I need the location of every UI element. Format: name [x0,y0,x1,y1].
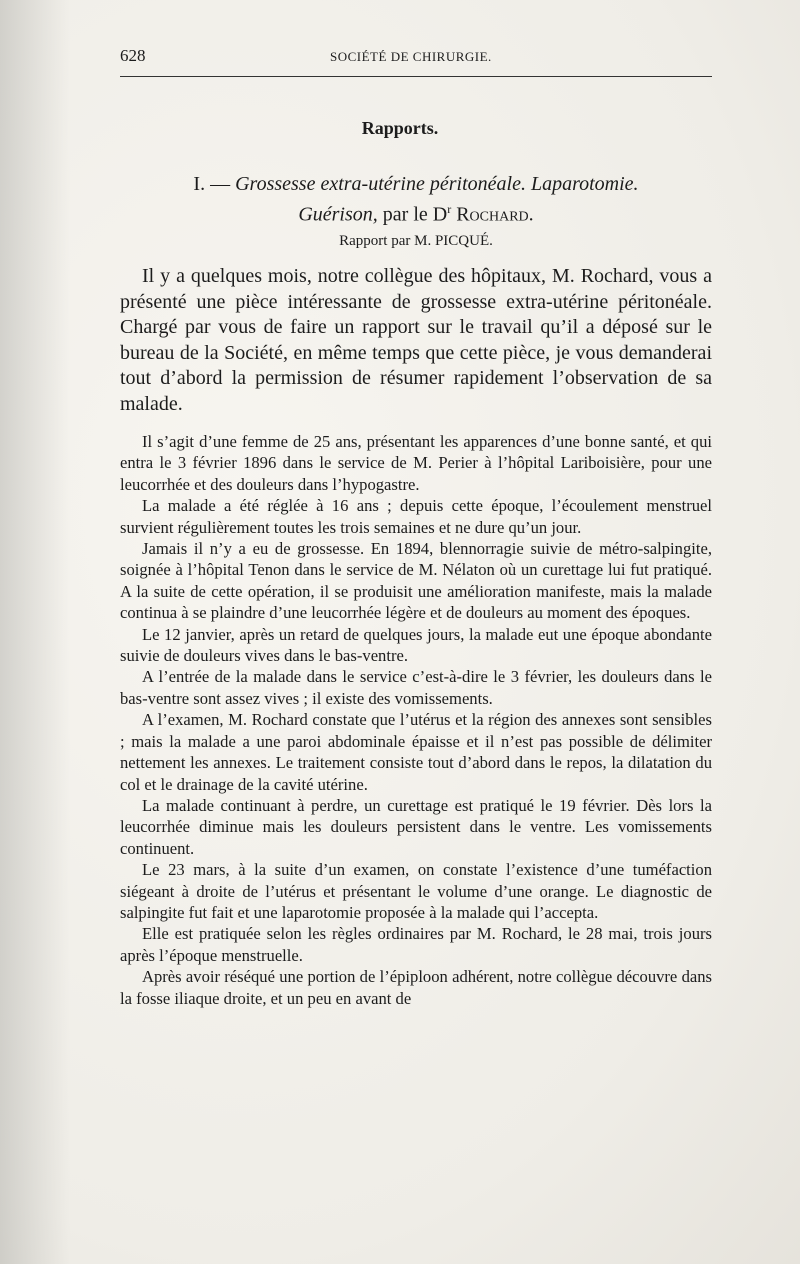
running-head: SOCIÉTÉ DE CHIRURGIE. [330,49,492,64]
paragraph: La malade continuant à perdre, un curettage est pratiqué le 19 février. Dès lors la leucorrhée diminue mais les douleurs persistent dans le ventre. Les vomissements continuent. [120,795,712,858]
article-title-line2: Guérison, [298,203,378,226]
paragraph: Après avoir réséqué une portion de l’épiploon adhérent, notre collègue découvre dans la fosse iliaque droite, et un peu en avant de [120,967,712,1008]
paragraph: La malade a été réglée à 16 ans ; depuis cette époque, l’écoulement menstruel survient régulièrement toutes les trois semaines et ne dure qu’un jour. [120,496,712,537]
article-title-line1: Grossesse extra-utérine péritonéale. Laparotomie. [235,173,639,195]
page-header [120,42,712,78]
article-author: Rochard. [456,203,534,226]
page-number: 628 [120,46,146,65]
article-by: par le D [382,203,448,226]
paragraph: Le 12 janvier, après un retard de quelques jours, la malade eut une époque abondante suivie de douleurs vives dans le bas-ventre. [120,624,712,666]
paragraph: Jamais il n’y a eu de grossesse. En 1894, blennorragie suivie de métro-salpingite, soignée à l’hôpital Tenon dans le service de M. Nélaton où un curettage lui fut pratiqué. A la suite de cette opération, il se produisit une amélioration manifeste, mais la malade continua à se plaindre d’une leucorrhée légère et de douleurs au moment des époques. [120,539,712,623]
observation-body [120,431,712,1009]
article-by-sup: r [447,202,452,216]
section-title: Rapports. [361,118,439,138]
paragraph: Le 23 mars, à la suite d’un examen, on constate l’existence d’une tuméfaction siégeant à droite de l’utérus et présentant le volume d’une orange. Le diagnostic de salpingite fut fait et une laparotomie proposée à la malade qui l’accepta. [120,860,712,922]
article-numeral: I. — [193,173,231,195]
paragraph: A l’examen, M. Rochard constate que l’utérus et la région des annexes sont sensibles ; mais la malade a une paroi abdominale épaisse et il n’est pas possible de délimiter nettement les annexes. Le traitement consiste tout d’abord dans le repos, la dilatation du col et le drainage de la cavité utérine. [120,710,712,794]
paragraph: Il s’agit d’une femme de 25 ans, présentant les apparences d’une bonne santé, et qui entra le 3 février 1896 dans le service de M. Perier à l’hôpital Lariboisière, pour une leucorrhée et des douleurs dans l’hypogastre. [120,432,712,494]
paragraph: A l’entrée de la malade dans le service c’est-à-dire le 3 février, les douleurs dans le bas-ventre sont assez vives ; il existe des vomissements. [120,667,712,708]
page-edge-shadow [0,0,70,1264]
paragraph: Elle est pratiquée selon les règles ordinaires par M. Rochard, le 28 mai, trois jours après l’époque menstruelle. [120,924,712,965]
reporter-line: Rapport par M. PICQUÉ. [339,233,493,249]
article-title [120,172,712,228]
intro-paragraph: Il y a quelques mois, notre collègue des hôpitaux, M. Rochard, vous a présenté une pièce intéressante de grossesse extra-utérine péritonéale. Chargé par vous de faire un rapport sur le travail qu’il a déposé sur le bureau de la Société, en même temps que cette pièce, je vous demanderai tout d’abord la permission de résumer rapidement l’observation de sa malade. [120,265,712,415]
header-rule [120,76,712,77]
